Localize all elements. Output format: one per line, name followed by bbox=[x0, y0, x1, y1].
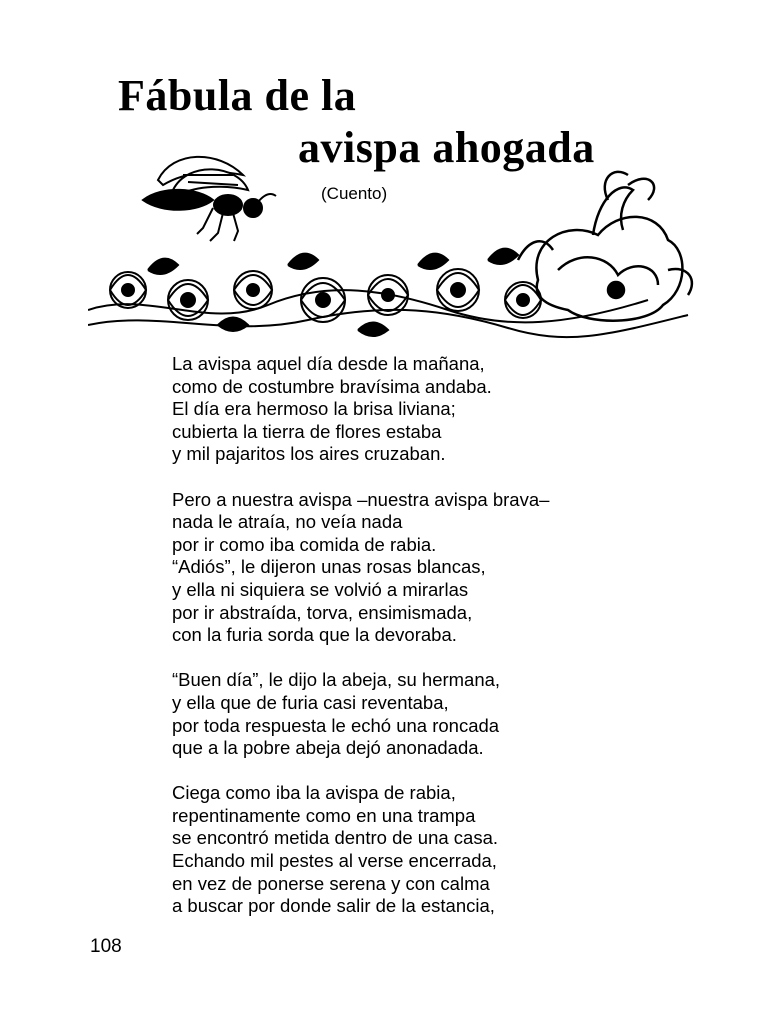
poem-line: Ciega como iba la avispa de rabia, bbox=[172, 782, 456, 804]
large-flower-icon bbox=[518, 172, 692, 321]
poem-line: “Buen día”, le dijo la abeja, su hermana, bbox=[172, 669, 501, 691]
poem-line: Pero a nuestra avispa –nuestra avispa brava– bbox=[172, 488, 550, 510]
poem-line: cubierta la tierra de flores estaba bbox=[172, 420, 442, 442]
poem-line: por ir como iba comida de rabia. bbox=[172, 533, 437, 555]
poem bbox=[172, 353, 549, 940]
stanza bbox=[172, 489, 549, 647]
stanza bbox=[172, 782, 549, 918]
illustration bbox=[88, 140, 702, 340]
poem-line: por toda respuesta le echó una roncada bbox=[172, 714, 500, 736]
poem-line: El día era hermoso la brisa liviana; bbox=[172, 398, 456, 420]
poem-line: que a la pobre abeja dejó anonadada. bbox=[172, 737, 484, 759]
poem-line: y ella que de furia casi reventaba, bbox=[172, 691, 449, 713]
page-number: 108 bbox=[90, 936, 122, 957]
poem-line: y mil pajaritos los aires cruzaban. bbox=[172, 443, 446, 465]
poem-line: a buscar por donde salir de la estancia, bbox=[172, 895, 495, 917]
poem-line: Echando mil pestes al verse encerrada, bbox=[172, 850, 497, 872]
poem-line: nada le atraía, no veía nada bbox=[172, 511, 403, 533]
poem-line: con la furia sorda que la devoraba. bbox=[172, 624, 457, 646]
flower-border bbox=[88, 249, 688, 338]
title-line-1: Fábula de la bbox=[118, 71, 357, 120]
stanza bbox=[172, 353, 549, 466]
poem-line: “Adiós”, le dijeron unas rosas blancas, bbox=[172, 556, 486, 578]
title-line-2: avispa ahogada bbox=[298, 123, 595, 172]
poem-line: por ir abstraída, torva, ensimismada, bbox=[172, 601, 473, 623]
wasp-icon bbox=[143, 157, 276, 241]
poem-line: repentinamente como en una trampa bbox=[172, 804, 476, 826]
poem-line: se encontró metida dentro de una casa. bbox=[172, 827, 499, 849]
subtitle: (Cuento) bbox=[321, 184, 388, 203]
stanza bbox=[172, 669, 549, 759]
poem-line: La avispa aquel día desde la mañana, bbox=[172, 353, 485, 374]
poem-line: en vez de ponerse serena y con calma bbox=[172, 872, 490, 894]
poem-line: como de costumbre bravísima andaba. bbox=[172, 375, 492, 397]
poem-line: y ella ni siquiera se volvió a mirarlas bbox=[172, 578, 469, 600]
